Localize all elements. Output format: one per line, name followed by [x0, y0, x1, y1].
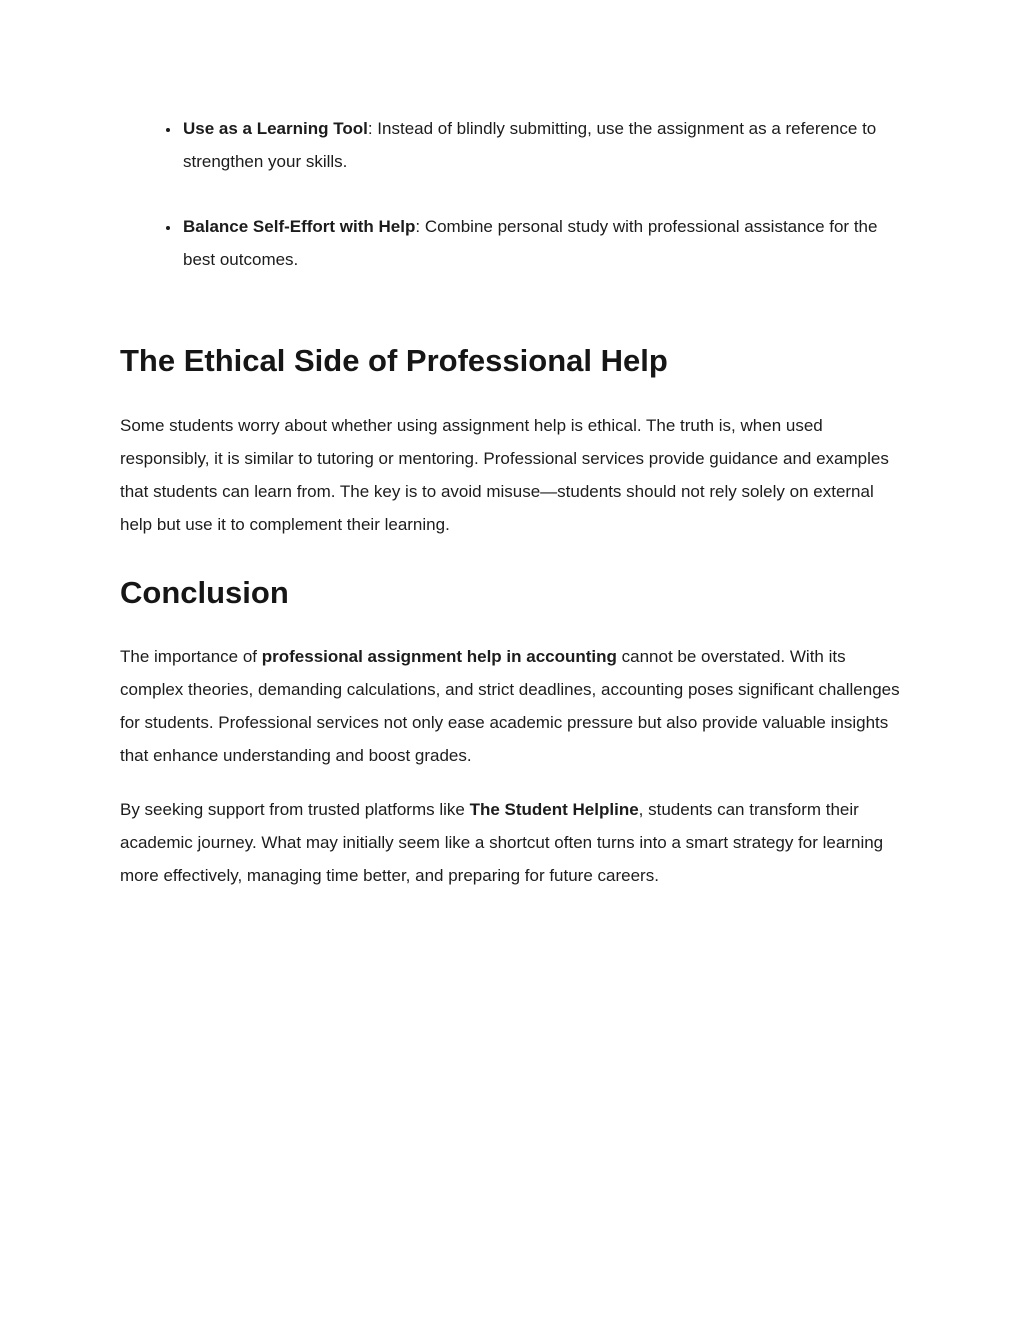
paragraph-conclusion-2: [120, 793, 900, 892]
paragraph-text: Some students worry about whether using assignment help is ethical. The truth is, when used responsibly, it is similar to tutoring or mentoring. Professional services provide guidance and examples that students can learn from. The key is to avoid misuse—students should not rely solely on external help but use it to complement their learning.: [120, 416, 889, 534]
list-item: [181, 112, 900, 178]
paragraph-conclusion-1: [120, 640, 900, 772]
section-heading-ethical-side: The Ethical Side of Professional Help: [120, 343, 668, 378]
list-item-text: : Combine personal study with professional assistance for the best outcomes.: [183, 217, 878, 269]
paragraph-text: cannot be overstated. With its complex theories, demanding calculations, and strict deadlines, accounting poses significant challenges for students. Professional services not only ease academic pressure but also provide valuable insights that enhance understanding and boost grades.: [120, 647, 900, 765]
paragraph-text: , students can transform their academic journey. What may initially seem like a shortcut often turns into a smart strategy for learning more effectively, managing time better, and preparing for future careers.: [120, 800, 884, 885]
section-heading-conclusion: Conclusion: [120, 575, 289, 610]
list-item-term: Balance Self-Effort with Help: [183, 217, 416, 236]
paragraph-text: The importance of: [120, 647, 262, 666]
list-item-term: Use as a Learning Tool: [183, 119, 368, 138]
bold-text: professional assignment help in accounting: [261, 647, 617, 666]
list-item-text: : Instead of blindly submitting, use the assignment as a reference to strengthen your skills.: [183, 119, 877, 171]
paragraph-ethical: [120, 409, 900, 541]
bullet-list: [120, 112, 900, 276]
paragraph-text: By seeking support from trusted platforms like: [120, 800, 470, 819]
bold-text: The Student Helpline: [469, 800, 639, 819]
list-item: [181, 210, 900, 276]
